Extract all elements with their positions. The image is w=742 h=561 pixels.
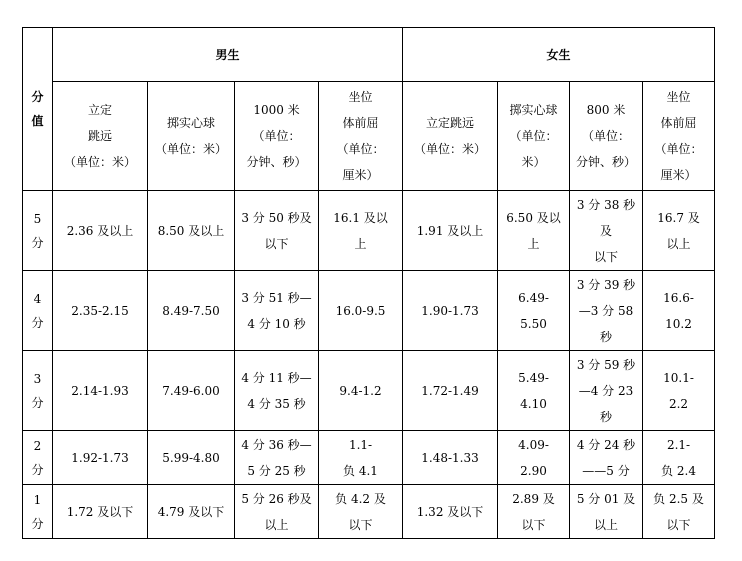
score-line: 分 bbox=[31, 516, 44, 531]
cell-line: 4 分 11 秒— bbox=[241, 370, 312, 385]
cell-line: 10.2 bbox=[665, 316, 692, 331]
table-cell bbox=[319, 271, 403, 351]
cell-line: 1.92-1.73 bbox=[71, 450, 129, 465]
table-row bbox=[23, 191, 715, 271]
cell-line: 7.49-6.00 bbox=[162, 383, 220, 398]
col-header-line: 厘米） bbox=[342, 168, 379, 182]
table-cell bbox=[403, 271, 498, 351]
table-cell bbox=[403, 191, 498, 271]
cell-line: 2.35-2.15 bbox=[71, 303, 129, 318]
cell-line: 5.49- bbox=[518, 370, 549, 385]
col-header-line: 坐位 bbox=[666, 90, 691, 104]
cell-line: 3 分 39 秒 bbox=[576, 277, 636, 292]
table-cell bbox=[570, 351, 643, 431]
table-cell bbox=[403, 351, 498, 431]
cell-line: 负 2.5 及 bbox=[653, 491, 704, 506]
col-header-line: （单位：米） bbox=[63, 155, 136, 169]
score-line: 5 bbox=[33, 211, 42, 226]
cell-line: 4 分 10 秒 bbox=[247, 316, 306, 331]
col-header-line: 1000 米 bbox=[253, 103, 300, 117]
cell-line: 1.1- bbox=[348, 437, 373, 452]
col-header-line: 立定跳远 bbox=[426, 116, 475, 130]
cell-line: 负 2.4 bbox=[661, 463, 696, 478]
cell-line: 5.50 bbox=[520, 316, 547, 331]
cell-line: 4.79 及以下 bbox=[157, 504, 225, 519]
cell-line: 上 bbox=[354, 236, 367, 251]
table-row bbox=[23, 431, 715, 485]
cell-line: 以下 bbox=[666, 517, 691, 532]
table-cell bbox=[643, 431, 715, 485]
score-line: 分 bbox=[31, 462, 44, 477]
table-cell bbox=[235, 271, 319, 351]
col-header-line: （单位： bbox=[252, 129, 301, 143]
col-header-line: 800 米 bbox=[586, 103, 626, 117]
cell-line: 及 bbox=[600, 223, 613, 238]
table-cell bbox=[570, 431, 643, 485]
score-line: 分 bbox=[31, 235, 44, 250]
table-cell bbox=[319, 431, 403, 485]
cell-line: —3 分 58 bbox=[578, 303, 634, 318]
table-cell bbox=[319, 485, 403, 539]
cell-line: 以上 bbox=[264, 517, 289, 532]
table-body bbox=[23, 191, 715, 539]
female-group-header: 女生 bbox=[403, 28, 715, 82]
cell-line: 4 分 36 秒— bbox=[241, 437, 312, 452]
cell-line: 2.1- bbox=[666, 437, 691, 452]
table-cell bbox=[235, 191, 319, 271]
table-cell bbox=[148, 485, 235, 539]
cell-line: 1.48-1.33 bbox=[421, 450, 479, 465]
table-cell bbox=[498, 271, 570, 351]
table-cell bbox=[235, 351, 319, 431]
cell-line: 负 4.1 bbox=[343, 463, 378, 478]
table-cell bbox=[570, 271, 643, 351]
col-header-line: 体前屈 bbox=[342, 116, 379, 130]
score-header-line-2: 值 bbox=[31, 114, 44, 128]
col-header-line: 坐位 bbox=[348, 90, 373, 104]
cell-line: 1.72 及以下 bbox=[66, 504, 134, 519]
score-cell bbox=[23, 431, 53, 485]
table-cell bbox=[498, 351, 570, 431]
cell-line: 3 分 50 秒及 bbox=[241, 210, 312, 225]
cell-line: 4 分 24 秒 bbox=[576, 437, 636, 452]
cell-line: 2.90 bbox=[520, 463, 547, 478]
cell-line: 1.32 及以下 bbox=[416, 504, 484, 519]
table-cell bbox=[319, 191, 403, 271]
col-header-male-medicine-ball bbox=[148, 82, 235, 191]
col-header-line: 分钟、秒） bbox=[246, 155, 307, 169]
table-cell bbox=[148, 431, 235, 485]
cell-line: 3 分 59 秒 bbox=[576, 357, 636, 372]
col-header-male-standing-jump bbox=[53, 82, 148, 191]
scoring-table bbox=[22, 27, 715, 539]
cell-line: 9.4-1.2 bbox=[339, 383, 382, 398]
cell-line: 以上 bbox=[594, 517, 619, 532]
cell-line: 6.50 及以 bbox=[506, 210, 561, 225]
col-header-line: （单位： bbox=[509, 129, 558, 143]
col-header-line: 掷实心球 bbox=[509, 103, 558, 117]
cell-line: 以下 bbox=[348, 517, 373, 532]
score-line: 2 bbox=[33, 438, 42, 453]
col-header-male-sit-reach bbox=[319, 82, 403, 191]
cell-line: 负 4.2 及 bbox=[335, 491, 386, 506]
score-header-cell bbox=[23, 28, 53, 191]
table-cell bbox=[643, 191, 715, 271]
col-header-line: 跳远 bbox=[87, 129, 112, 143]
cell-line: 1.91 及以上 bbox=[416, 223, 484, 238]
cell-line: 3 分 51 秒— bbox=[241, 290, 312, 305]
col-header-line: 米） bbox=[521, 155, 546, 169]
table-cell bbox=[498, 485, 570, 539]
score-line: 分 bbox=[31, 315, 44, 330]
table-cell bbox=[570, 485, 643, 539]
table-cell bbox=[643, 485, 715, 539]
cell-line: 4 分 35 秒 bbox=[247, 396, 306, 411]
score-cell bbox=[23, 351, 53, 431]
score-cell bbox=[23, 191, 53, 271]
col-header-female-800m bbox=[570, 82, 643, 191]
col-header-line: 掷实心球 bbox=[166, 116, 215, 130]
cell-line: 3 分 38 秒 bbox=[576, 197, 636, 212]
cell-line: 2.14-1.93 bbox=[71, 383, 129, 398]
cell-line: 8.50 及以上 bbox=[157, 223, 225, 238]
table-cell bbox=[235, 485, 319, 539]
cell-line: 16.1 及以 bbox=[333, 210, 388, 225]
col-header-female-sit-reach bbox=[643, 82, 715, 191]
col-header-line: （单位：米） bbox=[154, 142, 227, 156]
table-row bbox=[23, 351, 715, 431]
table-cell bbox=[148, 191, 235, 271]
table-cell bbox=[498, 431, 570, 485]
score-line: 1 bbox=[33, 492, 42, 507]
header-group-row bbox=[23, 28, 715, 82]
table-row bbox=[23, 271, 715, 351]
table-cell bbox=[53, 431, 148, 485]
cell-line: 8.49-7.50 bbox=[162, 303, 220, 318]
cell-line: 16.7 及 bbox=[657, 210, 700, 225]
cell-line: 以下 bbox=[521, 517, 546, 532]
col-header-line: 分钟、秒） bbox=[576, 155, 637, 169]
cell-line: 以下 bbox=[264, 236, 289, 251]
cell-line: 2.36 及以上 bbox=[66, 223, 134, 238]
score-line: 分 bbox=[31, 395, 44, 410]
cell-line: 1.72-1.49 bbox=[421, 383, 479, 398]
col-header-female-medicine-ball bbox=[498, 82, 570, 191]
table-cell bbox=[148, 271, 235, 351]
score-cell bbox=[23, 271, 53, 351]
cell-line: 秒 bbox=[600, 329, 613, 344]
table-cell bbox=[570, 191, 643, 271]
table-cell bbox=[53, 485, 148, 539]
col-header-line: （单位：米） bbox=[414, 142, 487, 156]
table-cell bbox=[148, 351, 235, 431]
col-header-line: （单位： bbox=[654, 142, 703, 156]
cell-line: 10.1- bbox=[663, 370, 694, 385]
table-cell bbox=[498, 191, 570, 271]
cell-line: 4.10 bbox=[520, 396, 547, 411]
cell-line: 16.6- bbox=[663, 290, 694, 305]
cell-line: ——5 分 bbox=[582, 463, 630, 478]
col-header-line: （单位： bbox=[582, 129, 631, 143]
cell-line: 2.89 及 bbox=[512, 491, 555, 506]
cell-line: 以上 bbox=[666, 236, 691, 251]
cell-line: 16.0-9.5 bbox=[335, 303, 386, 318]
header-column-row bbox=[23, 82, 715, 191]
score-line: 4 bbox=[33, 291, 42, 306]
col-header-line: 立定 bbox=[87, 103, 112, 117]
score-cell bbox=[23, 485, 53, 539]
cell-line: 5 分 25 秒 bbox=[247, 463, 306, 478]
male-group-header: 男生 bbox=[53, 28, 403, 82]
table-row bbox=[23, 485, 715, 539]
cell-line: 6.49- bbox=[518, 290, 549, 305]
table-cell bbox=[403, 431, 498, 485]
cell-line: 5.99-4.80 bbox=[162, 450, 220, 465]
cell-line: 以下 bbox=[594, 249, 619, 264]
col-header-line: 体前屈 bbox=[660, 116, 697, 130]
cell-line: 4.09- bbox=[518, 437, 549, 452]
table-cell bbox=[235, 431, 319, 485]
cell-line: 5 分 26 秒及 bbox=[241, 491, 312, 506]
table-cell bbox=[643, 271, 715, 351]
table-cell bbox=[53, 351, 148, 431]
cell-line: 2.2 bbox=[668, 396, 689, 411]
table-cell bbox=[643, 351, 715, 431]
col-header-line: 厘米） bbox=[660, 168, 697, 182]
table-cell bbox=[403, 485, 498, 539]
cell-line: 5 分 01 及 bbox=[576, 491, 636, 506]
score-line: 3 bbox=[33, 371, 42, 386]
col-header-line: （单位： bbox=[336, 142, 385, 156]
table-cell bbox=[53, 191, 148, 271]
cell-line: 1.90-1.73 bbox=[421, 303, 479, 318]
cell-line: 上 bbox=[527, 236, 540, 251]
table-cell bbox=[319, 351, 403, 431]
table-cell bbox=[53, 271, 148, 351]
col-header-male-1000m bbox=[235, 82, 319, 191]
score-header-line-1: 分 bbox=[31, 90, 44, 104]
cell-line: 秒 bbox=[600, 409, 613, 424]
col-header-female-standing-jump bbox=[403, 82, 498, 191]
cell-line: —4 分 23 bbox=[578, 383, 634, 398]
